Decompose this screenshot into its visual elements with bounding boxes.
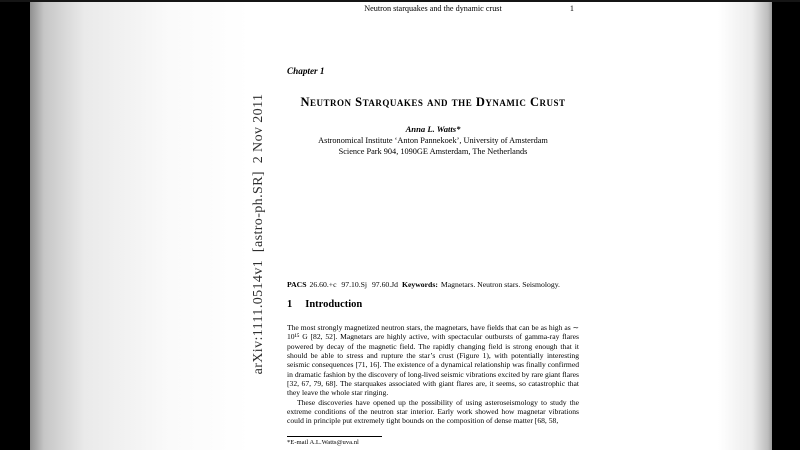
running-header xyxy=(287,4,579,13)
footnote-block xyxy=(287,436,579,446)
viewer-top-edge xyxy=(0,0,800,2)
author-name: Anna L. Watts* xyxy=(405,124,461,134)
paragraph-1: The most strongly magnetized neutron stars, the magnetars, have fields that can be as high as ∼ 10¹⁵ G [82, 52]. Magnetars are highly active, with spectacular outbursts of gamma-ray flares powered by decay of the magnetic field. The rapidly changing field is strong enough that it should be able to stress and rupture the star’s crust (Figure 1), with potentially interesting seismic consequences [71, 16]. The existence of a dynamical relationship was finally confirmed in dramatic fashion by the discovery of long-lived seismic vibrations excited by rare giant flares [32, 67, 79, 68]. The starquakes associated with giant flares are, it seems, so catastrophic that they leave the whole star ringing. xyxy=(287,323,579,398)
page-number: 1 xyxy=(569,4,574,13)
section-title: Introduction xyxy=(305,299,363,310)
body-text xyxy=(287,323,579,426)
arxiv-stamp: arXiv:1111.0514v1 [astro-ph.SR] 2 Nov 2011 xyxy=(251,93,266,375)
paragraph-2: These discoveries have opened up the possibility of using asteroseismology to study the extreme conditions of the neutron star interior. Early work showed how magnetar vibrations could in principle put extremely tight bounds on the composition of dense matter [68, 58, xyxy=(287,397,579,426)
affiliation-block xyxy=(287,136,579,158)
pacs-codes: 26.60.+c 97.10.Sj 97.60.Jd xyxy=(309,280,399,289)
section-number: 1 xyxy=(287,299,293,310)
pacs-keywords-line xyxy=(287,280,579,289)
chapter-label: Chapter 1 xyxy=(287,66,325,76)
affiliation-line2: Science Park 904, 1090GE Amsterdam, The Netherlands xyxy=(338,146,528,156)
section-heading xyxy=(287,299,362,310)
paper-page xyxy=(30,0,772,450)
paper-title: Neutron Starquakes and the Dynamic Crust xyxy=(300,95,566,109)
running-title: Neutron starquakes and the dynamic crust xyxy=(364,4,502,13)
footnote-rule xyxy=(287,436,382,437)
footnote-text: *E-mail A.L.Watts@uva.nl xyxy=(287,439,359,446)
keywords-text: Magnetars. Neutron stars. Seismology. xyxy=(440,280,560,289)
keywords-label: Keywords: xyxy=(402,280,438,289)
page-content xyxy=(287,0,579,450)
affiliation-line1: Astronomical Institute ‘Anton Pannekoek’, University of Amsterdam xyxy=(318,136,548,145)
pacs-label: PACS xyxy=(287,280,307,289)
